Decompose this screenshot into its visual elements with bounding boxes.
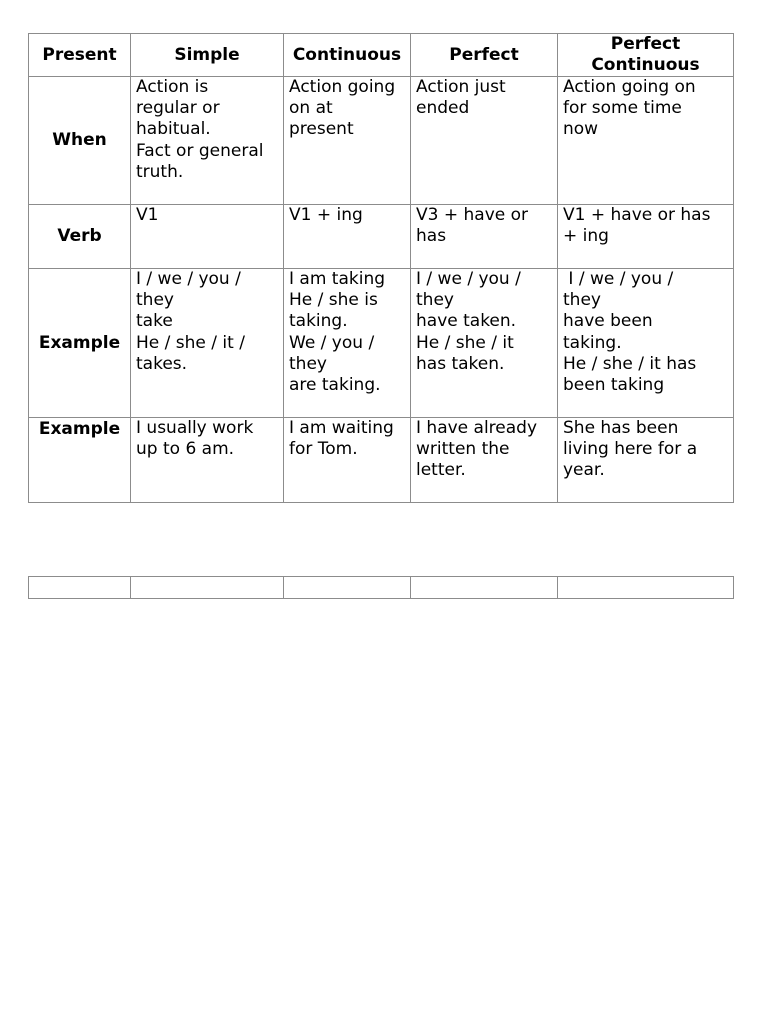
header-continuous: Continuous xyxy=(284,34,411,77)
table-cell xyxy=(411,577,558,599)
table-row xyxy=(29,577,734,599)
table-cell: Action is regular or habitual. Fact or general truth. xyxy=(131,77,284,205)
row-label-when: When xyxy=(29,77,131,205)
table-cell: I am taking He / she is taking. We / you / they are taking. xyxy=(284,269,411,418)
table-cell: She has been living here for a year. xyxy=(558,418,734,503)
table-cell: V1 xyxy=(131,205,284,269)
tenses-table xyxy=(28,33,734,503)
row-label-example: Example xyxy=(29,418,131,503)
table-cell: I / we / you / they have taken. He / she / it has taken. xyxy=(411,269,558,418)
table-cell: V1 + have or has + ing xyxy=(558,205,734,269)
table-cell: I / we / you / they take He / she / it / takes. xyxy=(131,269,284,418)
table-cell: Action just ended xyxy=(411,77,558,205)
table-cell xyxy=(558,577,734,599)
table-cell xyxy=(131,577,284,599)
table-cell: I / we / you / they have been taking. He / she / it has been taking xyxy=(558,269,734,418)
header-row xyxy=(29,34,734,77)
header-perfect-continuous: Perfect Continuous xyxy=(558,34,734,77)
table-cell: I have already written the letter. xyxy=(411,418,558,503)
header-simple: Simple xyxy=(131,34,284,77)
table-cell: Action going on for some time now xyxy=(558,77,734,205)
table-cell: V1 + ing xyxy=(284,205,411,269)
empty-table xyxy=(28,576,734,599)
table-cell xyxy=(284,577,411,599)
table-row xyxy=(29,269,734,418)
header-perfect: Perfect xyxy=(411,34,558,77)
table-row xyxy=(29,205,734,269)
row-label-example: Example xyxy=(29,269,131,418)
table-cell: Action going on at present xyxy=(284,77,411,205)
table-cell: I am waiting for Tom. xyxy=(284,418,411,503)
table-cell: V3 + have or has xyxy=(411,205,558,269)
table-cell xyxy=(29,577,131,599)
row-label-verb: Verb xyxy=(29,205,131,269)
table-row xyxy=(29,418,734,503)
table-cell: I usually work up to 6 am. xyxy=(131,418,284,503)
header-present: Present xyxy=(29,34,131,77)
table-row xyxy=(29,77,734,205)
